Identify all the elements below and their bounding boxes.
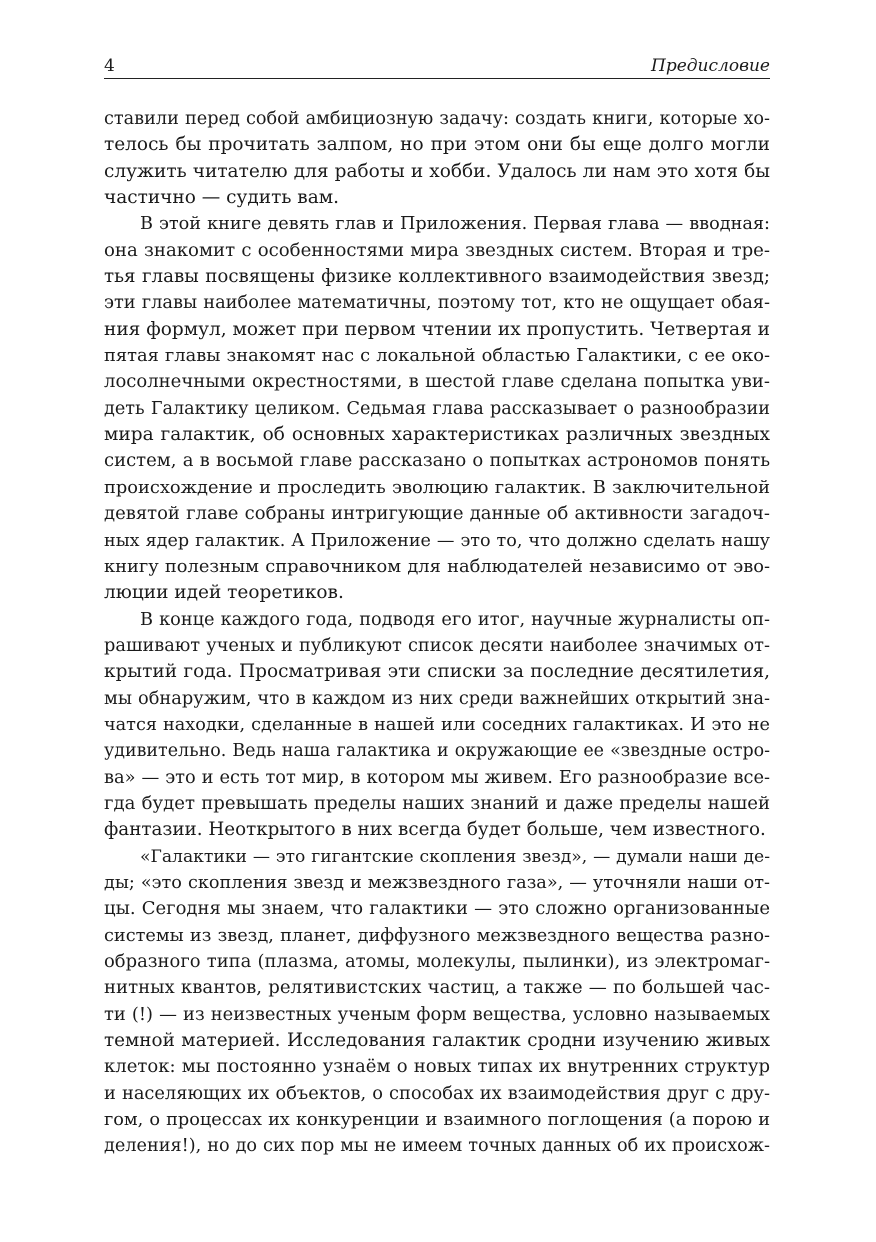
text-line: «Галактики — это гигантские скопления звезд», — думали наши де- (140, 846, 770, 867)
text-line: люции идей теоретиков. (104, 582, 344, 604)
text-line: гом, о процессах их конкуренции и взаимного поглощения (а порою и (104, 1110, 770, 1131)
text-line: книгу полезным справочником для наблюдателей независимо от эво- (104, 555, 770, 577)
text-line: и населяющих их объектов, о способах их взаимодействия друг с дру- (104, 1082, 770, 1104)
text-line: тья главы посвящены физике коллективного взаимодействия звезд; (104, 266, 770, 288)
text-line: эти главы наиболее математичны, поэтому тот, кто не ощущает обая- (104, 292, 770, 314)
text-line: лосолнечными окрестностями, в шестой главе сделана попытка уви- (104, 371, 770, 393)
text-line: ставили перед собой амбициозную задачу: создать книги, которые хо- (104, 109, 770, 129)
text-line: мы обнаружим, что в каждом из них среди важнейших открытий зна- (104, 687, 770, 709)
text-line: телось бы прочитать залпом, но при этом они бы еще долго могли (104, 134, 770, 156)
text-line: образного типа (плазма, атомы, молекулы, пылинки), из электромаг- (104, 951, 770, 972)
text-line: фантазии. Неоткрытого в них всегда будет больше, чем известного. (104, 819, 766, 841)
text-line: ных ядер галактик. А Приложение — это то, что должно сделать нашу (104, 530, 770, 551)
text-line: крытий года. Просматривая эти списки за последние десятилетия, (104, 661, 770, 683)
text-line: ти (!) — из неизвестных ученым форм вещества, условно называемых (104, 1003, 770, 1025)
text-line: В этой книге девять глав и Приложения. Первая глава — вводная: (140, 214, 770, 235)
text-line: нитных квантов, релятивистских частиц, а также — по большей час- (104, 977, 770, 999)
text-line: пятая главы знакомят нас с локальной областью Галактики, с ее око- (104, 345, 770, 367)
text-line: удивительно. Ведь наша галактика и окружающие ее «звездные остро- (104, 741, 770, 762)
text-line: служить читателю для работы и хобби. Удалось ли нам это хотя бы (104, 160, 770, 182)
text-line: происхождение и проследить эволюцию галактик. В заключительной (104, 476, 770, 498)
text-line: систем, а в восьмой главе рассказано о попытках астрономов понять (104, 450, 770, 472)
text-line: В конце каждого года, подводя его итог, научные журналисты оп- (140, 609, 770, 630)
text-line: гда будет превышать пределы наших знаний и даже пределы нашей (104, 792, 770, 814)
text-line: она знакомит с особенностями мира звездных систем. Вторая и тре- (104, 239, 770, 261)
text-line: ды; «это скопления звезд и межзвездного газа», — уточняли наши от- (104, 872, 770, 893)
text-line: деть Галактику целиком. Седьмая глава рассказывает о разнообразии (104, 398, 770, 419)
text-line: цы. Сегодня мы знаем, что галактики — это сложно организованные (104, 898, 770, 920)
text-line: ва» — это и есть тот мир, в котором мы живем. Его разнообразие все- (104, 766, 770, 788)
page-header (104, 52, 770, 79)
text-line: мира галактик, об основных характеристиках различных звездных (104, 424, 770, 446)
text-line: чатся находки, сделанные в нашей или соседних галактиках. И это не (104, 714, 770, 735)
text-line: девятой главе собраны интригующие данные об активности загадоч- (104, 503, 770, 525)
text-line: рашивают ученых и публикуют список десяти наиболее значимых от- (104, 635, 770, 656)
running-title: Предисловие (651, 56, 770, 76)
text-line: темной материей. Исследования галактик сродни изучению живых (104, 1030, 770, 1052)
page-number: 4 (104, 56, 115, 76)
text-line: клеток: мы постоянно узнаём о новых типах их внутренних структур (104, 1056, 770, 1078)
text-line: частично — судить вам. (104, 187, 340, 209)
text-line: деления!), но до сих пор мы не имеем точных данных об их происхож- (104, 1136, 770, 1157)
text-line: системы из звезд, планет, диффузного межзвездного вещества разно- (104, 925, 770, 946)
body-text (104, 106, 770, 1160)
text-line: ния формул, может при первом чтении их пропустить. Четвертая и (104, 318, 770, 340)
